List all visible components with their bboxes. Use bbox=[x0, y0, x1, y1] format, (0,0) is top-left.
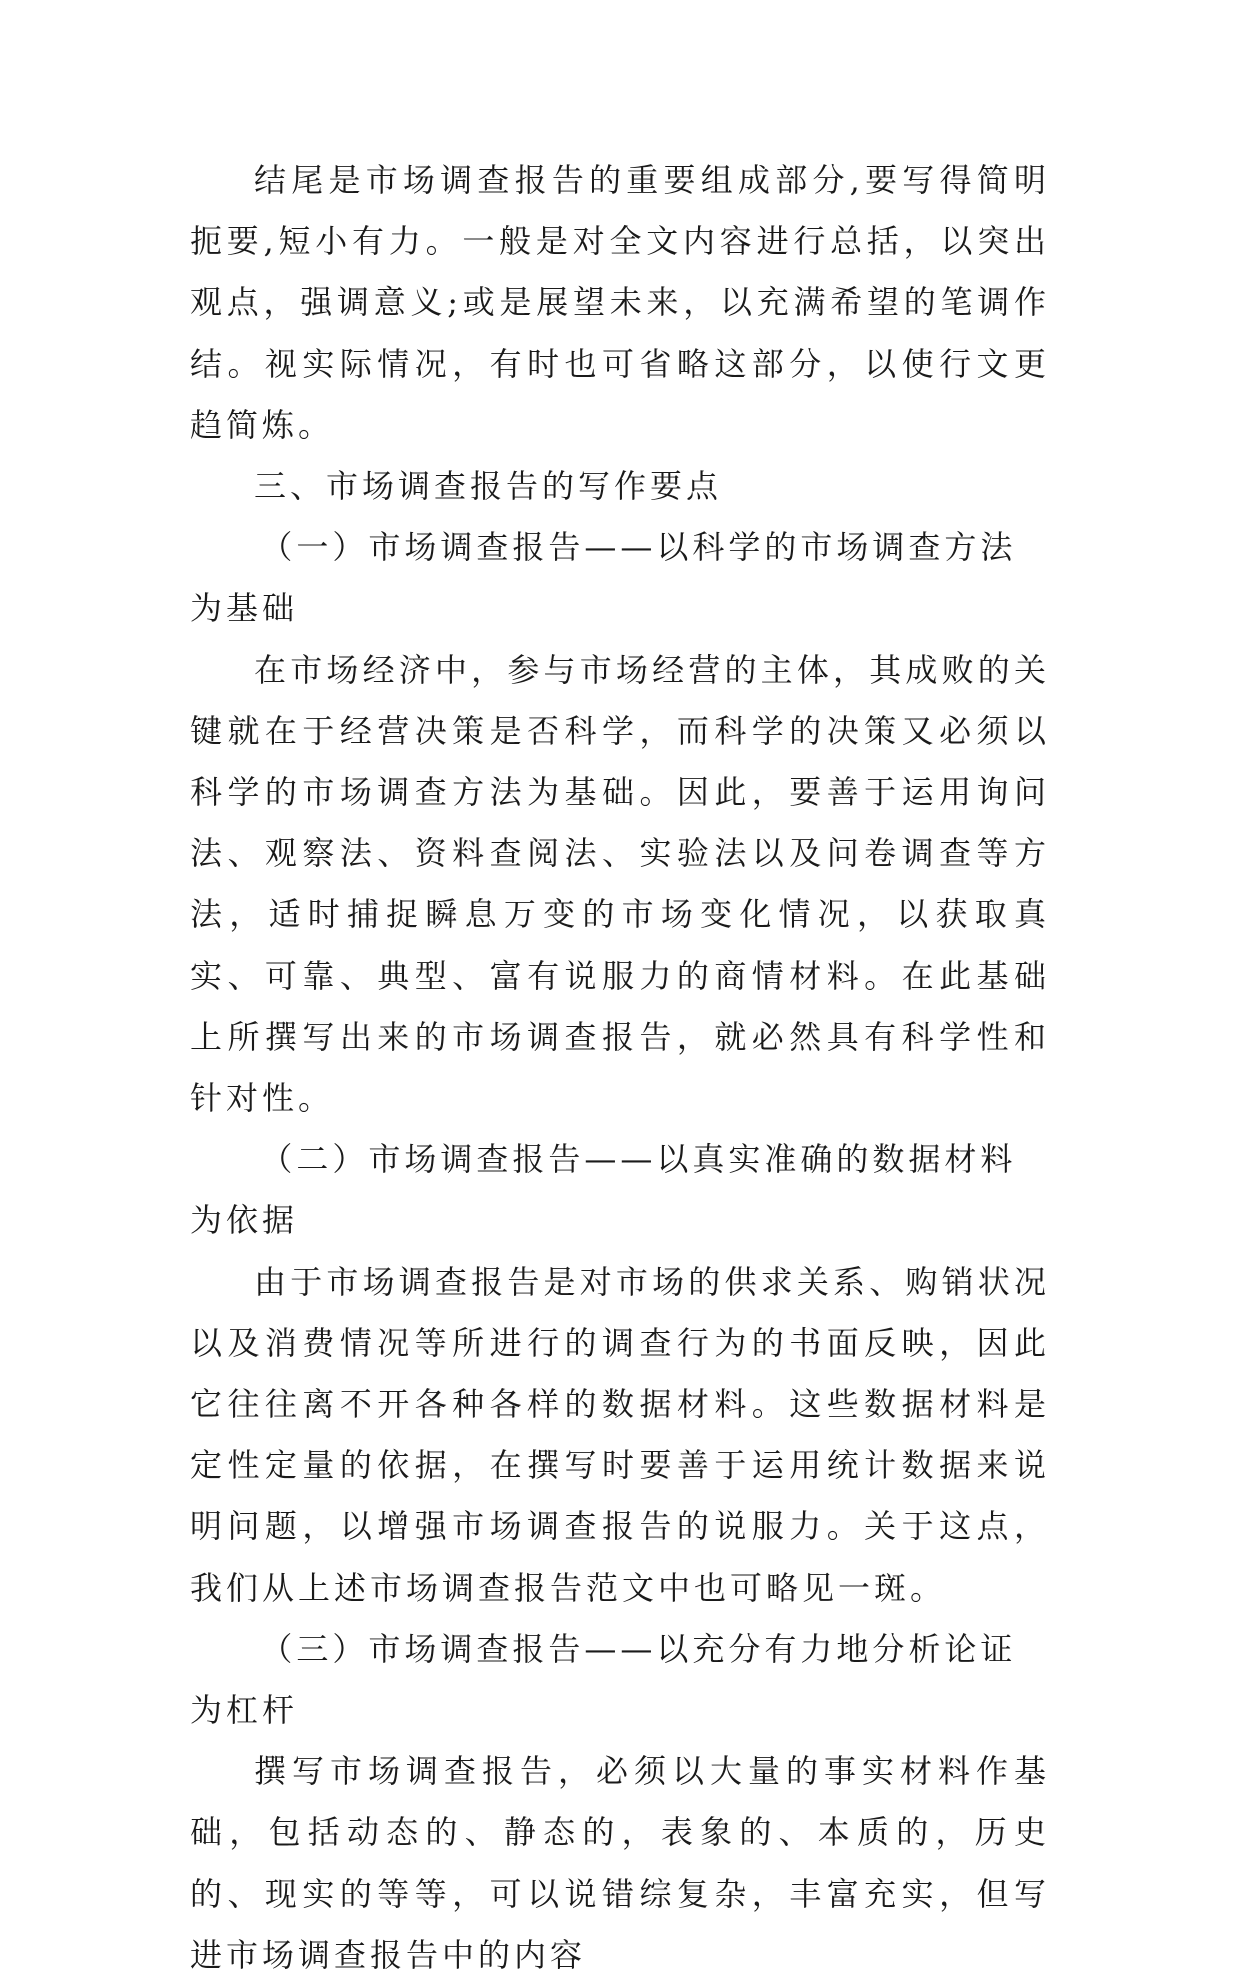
document-body bbox=[190, 150, 1050, 1986]
section-heading: 三、市场调查报告的写作要点 bbox=[254, 467, 723, 506]
subheading-3: （三）市场调查报告——以充分有力地分析论证为杠杆 bbox=[190, 1629, 1017, 1730]
paragraph-analysis: 撰写市场调查报告，必须以大量的事实材料作基础，包括动态的、静态的，表象的、本质的，历史的、现实的等等，可以说错综复杂，丰富充实，但写进市场调查报告中的内容 bbox=[190, 1752, 1050, 1974]
paragraph-data: 由于市场调查报告是对市场的供求关系、购销状况以及消费情况等所进行的调查行为的书面反映，因此它往往离不开各种各样的数据材料。这些数据材料是定性定量的依据，在撰写时要善于运用统计数据来说明问题，以增强市场调查报告的说服力。关于这点，我们从上述市场调查报告范文中也可略见一斑。 bbox=[190, 1262, 1050, 1607]
subheading-1: （一）市场调查报告——以科学的市场调查方法为基础 bbox=[190, 528, 1017, 628]
paragraph-method: 在市场经济中，参与市场经营的主体，其成败的关键就在于经营决策是否科学，而科学的决策又必须以科学的市场调查方法为基础。因此，要善于运用询问法、观察法、资料查阅法、实验法以及问卷调查等方法，适时捕捉瞬息万变的市场变化情况，以获取真实、可靠、典型、富有说服力的商情材料。在此基础上所撰写出来的市场调查报告，就必然具有科学性和针对性。 bbox=[190, 650, 1050, 1118]
subheading-2: （二）市场调查报告——以真实准确的数据材料为依据 bbox=[190, 1140, 1017, 1240]
paragraph-conclusion: 结尾是市场调查报告的重要组成部分,要写得简明扼要,短小有力。一般是对全文内容进行总括，以突出观点，强调意义;或是展望未来，以充满希望的笔调作结。视实际情况，有时也可省略这部分，以使行文更趋简炼。 bbox=[190, 161, 1050, 444]
